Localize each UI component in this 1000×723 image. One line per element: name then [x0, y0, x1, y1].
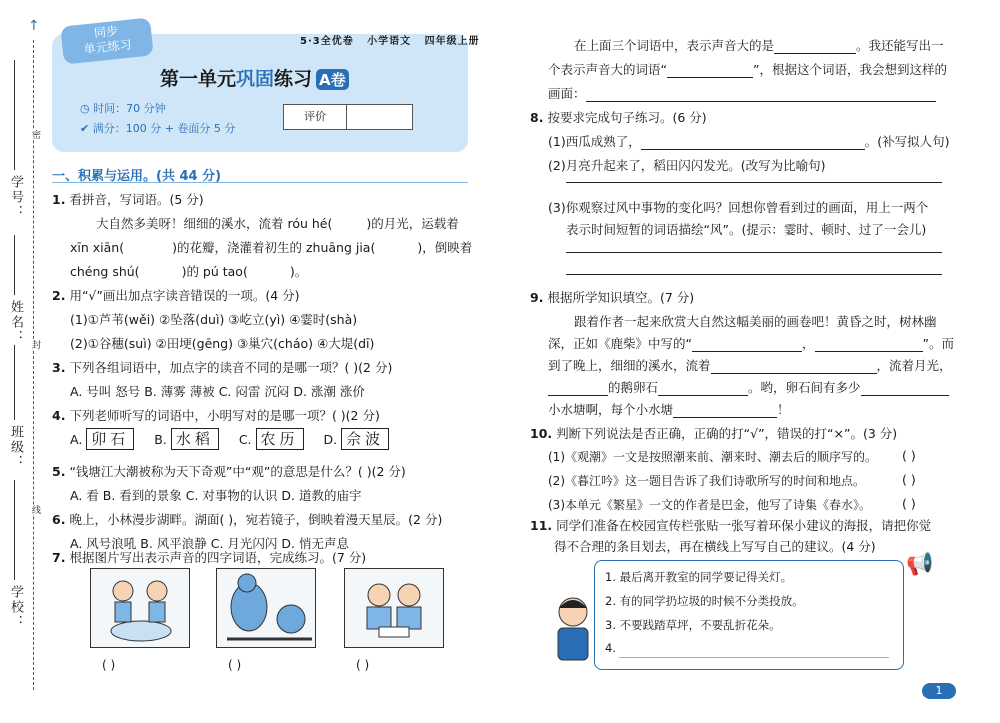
q1-l3a: chéng shú(	[70, 264, 140, 279]
q9-l2c: ”。而	[922, 336, 954, 351]
q9-blank-1[interactable]	[692, 338, 802, 352]
q1-l2b: )的花瓣，浇灌着初生的 zhuāng jia(	[172, 240, 376, 255]
q1-l1b: )的月光，运载着	[366, 216, 459, 231]
q11-stem	[530, 516, 931, 534]
cut-mark-2: 封	[30, 340, 40, 349]
name-label: 姓名：	[8, 300, 23, 345]
q2-row2[interactable]: (2)①谷穗(suì) ②田埂(gēng) ③巢穴(cháo) ④大堤(dī)	[70, 336, 375, 351]
q9-l4b: 。哟，卵石间有多少	[748, 380, 861, 395]
q9-l2a: 深，正如《鹿柴》中写的“	[548, 336, 692, 351]
eco-poster	[594, 560, 904, 670]
name-field[interactable]	[14, 235, 15, 295]
evaluation-box	[283, 104, 413, 130]
q7-c1a: 在上面三个词语中，表示声音大的是	[574, 38, 775, 53]
title-prefix: 第一单元	[160, 68, 237, 90]
q4-opt-d-label: D.	[323, 432, 338, 447]
poster-item-3-text: 3. 不要践踏草坪，不要乱折花朵。	[605, 618, 781, 632]
q7-answer-3[interactable]: ( )	[356, 658, 370, 672]
q10-stem	[530, 424, 897, 442]
boy-figure	[548, 596, 598, 668]
cut-mark-1: 密	[30, 130, 40, 139]
poster-item-1[interactable]	[605, 569, 792, 585]
id-field[interactable]	[14, 60, 15, 170]
q3-number: 3.	[52, 360, 66, 375]
q4-number: 4.	[52, 408, 66, 423]
title-suffix: 练习	[274, 68, 313, 90]
q2-number: 2.	[52, 288, 66, 303]
q7-c3: 画面：	[548, 86, 586, 101]
poster-item-3[interactable]	[605, 617, 781, 633]
school-field[interactable]	[14, 480, 15, 580]
q2-stem	[52, 286, 300, 304]
q6-number: 6.	[52, 512, 66, 527]
q4-stem	[52, 406, 380, 424]
q8-stem	[530, 108, 707, 126]
q7-cont-line1	[574, 36, 944, 54]
q4-opt-b-label: B.	[154, 432, 167, 447]
eval-label: 评价	[284, 105, 347, 129]
poster-item-4[interactable]	[605, 641, 616, 655]
q9-number: 9.	[530, 290, 544, 305]
q8-blank-1[interactable]	[641, 136, 865, 150]
q4-opt-a-label: A.	[70, 432, 83, 447]
eval-field[interactable]	[347, 105, 412, 129]
q8-answer-line-2[interactable]	[566, 182, 942, 183]
birds-picture	[216, 568, 316, 648]
q4-text: 下列老师听写的词语中，小明写对的是哪一项？( )(2 分)	[69, 408, 380, 423]
class-field[interactable]	[14, 345, 15, 420]
id-label: 学号：	[8, 175, 23, 220]
series-name: 5·3全优卷	[300, 36, 354, 47]
book-info	[300, 32, 480, 47]
poster-answer-line[interactable]	[619, 657, 889, 658]
q10-answer-3[interactable]: ( )	[902, 496, 916, 511]
q8-s1b: 。(补写拟人句)	[864, 134, 950, 149]
q4-option-b[interactable]: 水稻	[171, 428, 219, 450]
q6-options[interactable]: A. 风号浪吼 B. 风平浪静 C. 月光闪闪 D. 悄无声息	[70, 536, 349, 551]
q9-blank-5[interactable]	[658, 382, 748, 396]
q7-c2a: 个表示声音大的词语“	[548, 62, 667, 77]
q1-stem	[52, 190, 204, 208]
reading-picture	[344, 568, 444, 648]
q7-answer-1[interactable]: ( )	[102, 658, 116, 672]
q1-l1a: 大自然多美呀！细细的溪水，流着 róu hé(	[96, 216, 333, 231]
q9-blank-7[interactable]	[673, 404, 777, 418]
q10-item-2: (2)《暮江吟》这一题目告诉了我们诗歌所写的时间和地点。	[548, 474, 866, 488]
q9-l2	[548, 334, 954, 352]
q2-text: 用“√”画出加点字读音错误的一项。(4 分)	[69, 288, 300, 303]
q9-l3b: ，流着月光，	[876, 358, 952, 373]
time-text: 时间：70 分钟	[93, 102, 166, 115]
q9-l2b: ，	[801, 336, 815, 351]
q1-line2	[70, 238, 472, 256]
cut-mark-3: 线	[30, 505, 40, 514]
q7-stem	[52, 548, 366, 566]
clock-icon: ◷	[80, 102, 94, 115]
section-divider	[52, 182, 468, 183]
q9-blank-4[interactable]	[548, 382, 608, 396]
q9-l1: 跟着作者一起来欣赏大自然这幅美丽的画卷吧！黄昏之时，树林幽	[574, 314, 937, 329]
q5-stem	[52, 462, 406, 480]
q8-answer-line-3b[interactable]	[566, 274, 942, 275]
reading-kids-illustration	[345, 569, 443, 647]
q5-text: “钱塘江大潮被称为天下奇观”中“观”的意思是什么？( )(2 分)	[69, 464, 406, 479]
q7-cont-line3	[548, 84, 936, 102]
q4-options	[70, 428, 389, 450]
q1-line3	[70, 262, 307, 280]
q7-blank-3[interactable]	[586, 88, 936, 102]
poster-item-2[interactable]	[605, 593, 804, 609]
boy-illustration	[548, 596, 598, 671]
q1-line1	[96, 214, 459, 232]
q9-blank-2[interactable]	[815, 338, 923, 352]
q9-l4	[548, 378, 949, 396]
poster-item-1-text: 1. 最后离开教室的同学要记得关灯。	[605, 570, 793, 584]
q9-l5b: ！	[777, 402, 790, 417]
grade-name: 四年级上册	[424, 36, 480, 47]
section-heading: 一、积累与运用。(共 44 分)	[52, 169, 222, 184]
q6-stem	[52, 510, 442, 528]
q3-options[interactable]: A. 号叫 怒号 B. 薄雾 薄被 C. 闷雷 沉闷 D. 涨潮 涨价	[70, 384, 365, 399]
q3-text: 下列各组词语中，加点字的读音不同的是哪一项？( )(2 分)	[69, 360, 393, 375]
q7-cont-line2	[548, 60, 947, 78]
q7-number: 7.	[52, 550, 66, 565]
megaphone-icon: 📢	[906, 552, 934, 577]
q9-blank-6[interactable]	[861, 382, 949, 396]
q4-option-c[interactable]: 农历	[256, 428, 304, 450]
q1-text: 看拼音，写词语。(5 分)	[69, 192, 204, 207]
q9-l3a: 到了晚上，细细的溪水，流着	[548, 358, 711, 373]
check-circle-icon: ✔	[80, 122, 93, 135]
q1-l3b: )的 pú tao(	[181, 264, 248, 279]
q5-options[interactable]: A. 看 B. 看到的景象 C. 对事物的认识 D. 道教的庙宇	[70, 488, 362, 503]
time-info	[80, 100, 166, 116]
page-title	[160, 64, 349, 91]
q5-number: 5.	[52, 464, 66, 479]
q6-text: 晚上，小林漫步湖畔。湖面( )，宛若镜子，倒映着漫天星辰。(2 分)	[69, 512, 443, 527]
score-info	[80, 120, 235, 136]
q10-item-1: (1)《观潮》一文是按照潮来前、潮来时、潮去后的顺序写的。	[548, 450, 878, 464]
class-label: 班级：	[8, 425, 23, 470]
q8-answer-line-3a[interactable]	[566, 252, 942, 253]
subject-name: 小学语文	[367, 36, 412, 47]
drum-picture	[90, 568, 190, 648]
q11-text-1: 同学们准备在校园宣传栏张贴一张写着环保小建议的海报，请把你觉	[556, 518, 932, 533]
q1-l3c: )。	[289, 264, 308, 279]
birds-illustration	[217, 569, 315, 647]
q11-number: 11.	[530, 518, 553, 533]
q7-answer-2[interactable]: ( )	[228, 658, 242, 672]
q9-l3	[548, 356, 952, 374]
title-highlight: 巩固	[236, 68, 275, 90]
q1-l2c: )，倒映着	[417, 240, 473, 255]
q9-blank-3[interactable]	[711, 360, 877, 374]
q9-l5a: 小水塘啊，每个小水塘	[548, 402, 674, 417]
q7-text: 根据图片写出表示声音的四字词语，完成练习。(7 分)	[69, 550, 367, 565]
q4-option-d[interactable]: 佘波	[341, 428, 389, 450]
title-badge: A卷	[316, 69, 349, 90]
q7-blank-2[interactable]	[667, 64, 753, 78]
q4-option-a[interactable]: 卯石	[86, 428, 134, 450]
q4-opt-c-label: C.	[238, 432, 252, 447]
school-label: 学校：	[8, 585, 23, 630]
q8-number: 8.	[530, 110, 544, 125]
q8-s1a: (1)西瓜成熟了，	[548, 134, 641, 149]
score-text: 满分：100 分 + 卷面分 5 分	[92, 122, 236, 135]
q9-l4a: 的鹅卵石	[608, 380, 659, 395]
q1-l2a: xīn xiān(	[70, 240, 125, 255]
badge-line-1: 同步	[93, 23, 119, 41]
rocket-icon: ↑	[28, 18, 40, 34]
q7-c2b: ”，根据这个词语，我会想到这样的	[752, 62, 947, 77]
q11-text-2: 得不合理的条目划去，再在横线上写写自己的建议。(4 分)	[554, 539, 876, 554]
q10-number: 10.	[530, 426, 553, 441]
q8-s2: (2)月亮升起来了，稻田闪闪发光。(改写为比喻句)	[548, 158, 826, 173]
q2-row1[interactable]: (1)①芦苇(wěi) ②坠落(duì) ③屹立(yì) ④霎时(shà)	[70, 312, 358, 327]
poster-item-2-text: 2. 有的同学扔垃圾的时候不分类投放。	[605, 594, 804, 608]
q9-text: 根据所学知识填空。(7 分)	[547, 290, 695, 305]
q8-s3a: (3)你观察过风中事物的变化吗？回想你曾看到过的画面，用上一两个	[548, 200, 929, 215]
q10-item-3: (3)本单元《繁星》一文的作者是巴金，他写了诗集《春水》。	[548, 498, 872, 512]
q7-c1b: 。我还能写出一	[856, 38, 944, 53]
q9-stem	[530, 288, 694, 306]
badge-line-2: 单元练习	[83, 37, 133, 57]
q8-text: 按要求完成句子练习。(6 分)	[547, 110, 707, 125]
q9-l5	[548, 400, 790, 418]
q7-blank-1[interactable]	[774, 40, 856, 54]
page-number: 1	[922, 683, 956, 699]
q3-stem	[52, 358, 392, 376]
q10-text: 判断下列说法是否正确，正确的打“√”，错误的打“×”。(3 分)	[556, 426, 898, 441]
q1-number: 1.	[52, 192, 66, 207]
poster-item-4-text: 4.	[605, 641, 616, 655]
drumming-kids-illustration	[91, 569, 189, 647]
q8-s3b: 表示时间短暂的词语描绘“风”。(提示：霎时、顿时、过了一会儿)	[566, 222, 927, 237]
binding-margin	[0, 0, 46, 723]
q10-answer-1[interactable]: ( )	[902, 448, 916, 463]
q8-s1	[548, 132, 949, 150]
q10-answer-2[interactable]: ( )	[902, 472, 916, 487]
